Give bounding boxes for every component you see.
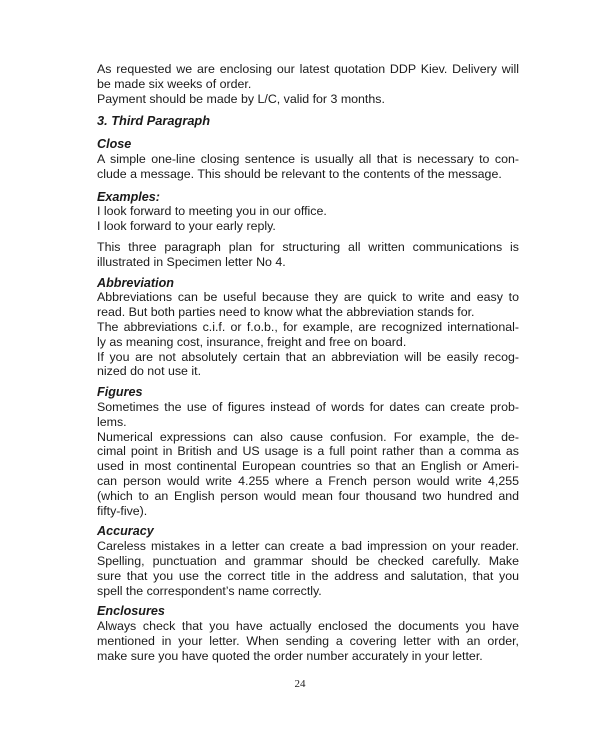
text-line: As requested we are enclosing our latest quotation DDP Kiev. Delivery will [97,62,519,76]
text-line: The abbreviations c.i.f. or f.o.b., for example, are recognized international- [97,319,519,334]
text-line: If you are not absolutely certain that an abbreviation will be easily recog- [97,349,519,364]
text-line: Always check that you have actually enclosed the documents you have [97,619,519,634]
text-line: A simple one-line closing sentence is usually all that is necessary to con- [97,151,519,166]
text-line: can person would write 4.255 where a French person would write 4,255 [97,473,519,488]
abbreviation-heading: Abbreviation [97,275,174,290]
text-line: read. But both parties need to know what the abbreviation stands for. [97,305,475,320]
text-line: nized do not use it. [97,364,202,379]
enclosures-heading: Enclosures [97,604,165,619]
intro-paragraph [97,62,519,106]
text-line: illustrated in Specimen letter No 4. [97,254,286,269]
text-line: used in most continental European countries so that an English or Ameri- [97,459,519,474]
text-line: (which to an English person would mean four thousand two hundred and [97,488,519,503]
page-number: 24 [294,678,306,690]
text-line: Abbreviations can be useful because they are quick to write and easy to [97,290,519,305]
text-line: Payment should be made by L/C, valid for 3 months. [97,91,385,106]
accuracy-heading: Accuracy [97,524,154,539]
abbreviation-section [97,276,519,380]
text-line: Careless mistakes in a letter can create a bad impression on your reader. [97,539,519,554]
text-line: Sometimes the use of figures instead of words for dates can create prob- [97,399,519,414]
figures-heading: Figures [97,385,143,400]
text-line: make sure you have quoted the order number accurately in your letter. [97,648,483,663]
text-line: cimal point in British and US usage is a full point rather than a comma as [97,444,519,459]
text-line: spell the correspondent’s name correctly. [97,583,322,598]
examples-section [97,190,519,234]
close-heading: Close [97,137,132,152]
section-title: 3. Third Paragraph [97,113,211,129]
text-line: clude a message. This should be relevant to the contents of the message. [97,166,502,181]
text-line: mentioned in your letter. When sending a covering letter with an order, [97,633,519,648]
text-line: be made six weeks of order. [97,76,252,91]
close-section [97,137,519,181]
plan-paragraph [97,240,519,270]
text-line: I look forward to meeting you in our office. [97,204,327,219]
text-line: lems. [97,414,127,429]
text-line: I look forward to your early reply. [97,219,276,234]
text-line: This three paragraph plan for structuring all written communications is [97,239,519,254]
text-line: Spelling, punctuation and grammar should be checked carefully. Make [97,553,519,568]
examples-heading: Examples: [97,189,160,204]
enclosures-section [97,604,519,663]
accuracy-section [97,524,519,598]
figures-section [97,385,519,518]
text-line: sure that you use the correct title in the address and salutation, that you [97,568,519,583]
text-line: fifty-five). [97,503,148,518]
document-body [97,62,519,663]
text-line: Numerical expressions can also cause confusion. For example, the de- [97,429,519,444]
text-line: ly as meaning cost, insurance, freight and free on board. [97,334,407,349]
